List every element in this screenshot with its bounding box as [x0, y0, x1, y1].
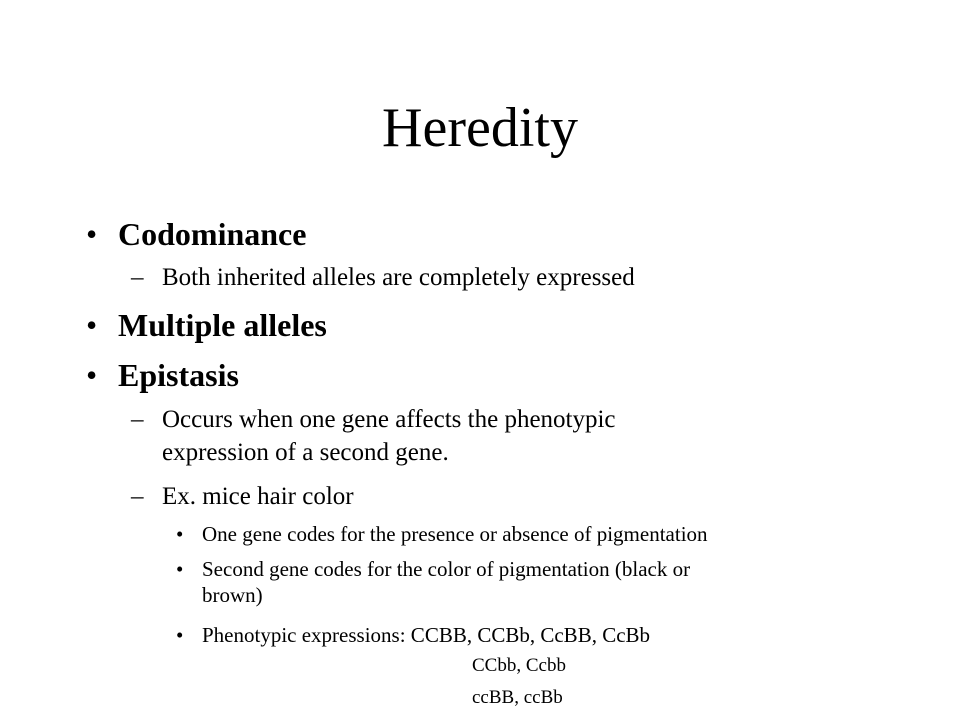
sub-bullet-text-line1: Occurs when one gene affects the phenotypic: [162, 406, 616, 433]
point-text-line1: Second gene codes for the color of pigmentation (black or: [202, 557, 691, 581]
bullet-heading: Multiple alleles: [118, 307, 327, 343]
dash-icon: –: [131, 264, 144, 291]
point-text: Phenotypic expressions: CCBB, CCBb, CcBB, CcBb: [202, 623, 651, 647]
point-text-line2: brown): [202, 583, 263, 607]
bullet-heading: Codominance: [118, 216, 307, 252]
point-text: One gene codes for the presence or absence of pigmentation: [202, 522, 708, 546]
bullet-heading: Epistasis: [118, 357, 239, 393]
sub-bullet-text-line2: expression of a second gene.: [162, 439, 449, 466]
sub-bullet-text: Ex. mice hair color: [162, 483, 354, 510]
dash-icon: –: [131, 483, 144, 510]
bullet-icon: •: [86, 216, 98, 252]
bullet-icon: •: [176, 623, 184, 647]
slide-title: Heredity: [382, 97, 578, 159]
phenotypic-expressions-cont-1: CCbb, Ccbb: [472, 655, 566, 676]
dash-icon: –: [131, 406, 144, 433]
sub-bullet-text: Both inherited alleles are completely expressed: [162, 264, 635, 291]
bullet-icon: •: [86, 357, 98, 393]
bullet-icon: •: [86, 307, 98, 343]
phenotypic-expressions-cont-2: ccBB, ccBb: [472, 687, 563, 708]
bullet-icon: •: [176, 557, 184, 581]
bullet-icon: •: [176, 522, 184, 546]
